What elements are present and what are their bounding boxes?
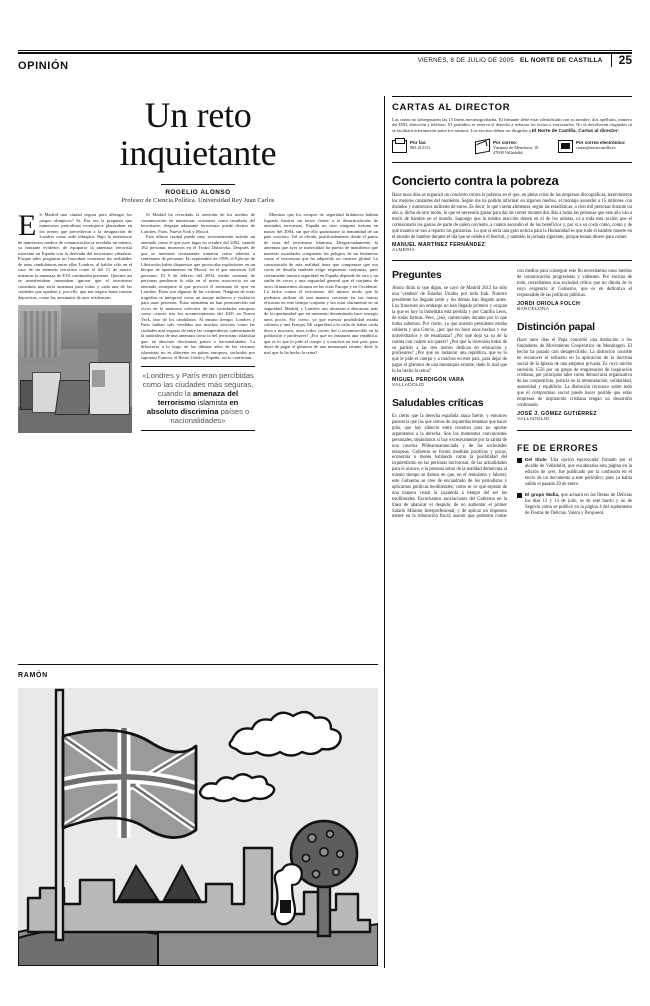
contact-fax-value: 983 412111 — [410, 145, 431, 151]
headline-line-1: Un reto — [144, 95, 252, 135]
letter-title: Distinción papal — [517, 321, 595, 333]
cartoonist-name: RAMÓN — [18, 672, 48, 679]
pullquote-open: «Londres y París eran percibidas como las ciudades más seguras, cuando la — [142, 370, 254, 398]
letter-item — [392, 269, 507, 388]
cloud-upper — [230, 712, 341, 756]
rail-rule — [392, 162, 632, 163]
letter-title: Concierto contra la pobreza — [392, 173, 559, 189]
letter-signature: MANUEL MARTÍNEZ FERNÁNDEZ — [392, 242, 486, 249]
pullquote-bold-2: en absoluto discrimina — [146, 397, 239, 416]
photo-background-building — [98, 313, 132, 364]
article-paragraph-1-text: S Madrid una ciudad segura para albergar los juegos olímpicos? Si. Ésa era la pregunta que numerosos periodistas extranjeros planteaban en los meses que precedieron a la designación de Londres como sede olímpica. Bajo la insistencia de numerosos medios de comunicación se revelaba un intento, ya bastante evidente, de equiparar la amenaza terrorista existente en España con la derivada del terrorismo yihadista. Porque tales preguntas no buscaban contrastar las realidades de unas candidaturas entre ellas Londres, al hablar sólo en el caso de un atentado terrorista como el del 11 de marzo, mientras la amenaza de ETA continuaba presente. Quienes así se manifestaban intentaban ignorar que el terrorismo constituía una seria amenaza para todas y cada una de las ciudades que optaban y, por ello, que tan trágico haría constar deportivas, como los asesinatos de ayer evidencian. — [18, 212, 132, 300]
letter-city: ALMERÍA — [392, 248, 416, 254]
article-author: ROGELIO ALONSO — [165, 189, 231, 196]
cartoon-artwork — [18, 688, 378, 966]
article-paragraph: Mientras que los escapes de seguridad británicos habían logrado frustrar un terror frente a la desarticulación de atentados terroristas, España no tuvo ninguna fortuna en marzo del 2004, sin que ello garantizase la inmunidad de un país concreto. Tal se olvida, justificadamente desde el punto de vista del terrorismo islamista. Desgraciadamente, la amenaza que ayer se materializó ha puesto de manifiesto que nuestras sociedades comparten los peligros de un fenómeno como el terrorismo que ha adquirido un carácter global. La constatación de esta realidad tiene que compensar que esa cuota de desafío también exige respuestas conjuntas, pues ciertamente nuestra seguridad en España depende de otra y un sinfín de voces y una seguridad general que el conjunto de otros firmamentos alcanza en las otras Europa y en Occidente. La lucha contra el terrorismo, del mismo modo que la podemos atribuir de una manera creciente en sus únicas eficacias en este tiempo conjunto y sin estar claramente en su seguridad. Madrid, y Londres nos alcanzan a descansar más de la oportunidad que en momento determinado hace resurgir unos pocos. Por cierto, ya que nuestra posibilidad estaba cubierta y una Europa. Mi seguridad a la culta de haber caída deya a nosotros, unos todos correo del o inconmovible en la población y profesores? ¿Por qué no instaurar una república, que es lo que lo pide el cuerpo y a muchos en este país, para dejar de pagar el glamour de una monarquía errante, dado lo mal que lo ha hecho la reina? — [264, 212, 378, 355]
publication-date: VIERNES, 8 DE JULIO DE 2005 — [417, 56, 514, 64]
fe-item — [517, 457, 632, 488]
mail-icon — [475, 139, 490, 155]
contact-mail-label: Por correo: — [493, 140, 518, 146]
section-title: OPINIÓN — [18, 60, 69, 72]
contact-fax — [392, 140, 466, 153]
contact-fax-label: Por fax: — [410, 140, 427, 146]
contact-email-value[interactable]: cartas@nortecastilla.es — [576, 145, 616, 151]
letter-signature: JORDI ORIOLA FOLCH — [517, 301, 581, 307]
article-photo — [18, 305, 132, 433]
dateline — [418, 51, 632, 69]
fe-item — [517, 492, 632, 517]
contact-row — [392, 140, 632, 155]
cartas-guidelines-bold: El Norte de Castilla. Cartas al director: — [531, 128, 620, 134]
letter-title: Preguntes — [392, 269, 442, 282]
letter-body: Hace unos días se organizó un concierto contra la pobreza en el que, en plena crisis de las empresas discográficas, intervinieron los mejores cantantes del momento. Según me ha podido informar en algunos medios, el montaje ascendió a 15 millones con distados y numerosos millones de euros. Es decir, lo que cuesta alimentar, según las estadísticas, a cien mil personas durante un año o, dicho de otro modo, lo que es necesario gastar para dar de comer durante dos días a todas las personas que este año van a morir de hambre en el mundo. Supongo que la misma reacción tienen en el de los artistas, ni a toda esta acción que el comisionado los gastos de parte de quién corriente, a cuánto ascendió el de los beneficios y, por si a su costa cómo, como y de qué manera se van a repartir las ganancias. Lo que sí sería una gran noticia para la Humanidad es que todo el hambre muerte en el mundo de hambre durante el día que se celebró el festival, y también la jornada siguiente, porque tenían dinero para comer. — [392, 193, 632, 240]
drop-cap: E — [18, 209, 37, 242]
square-bullet-icon — [517, 458, 522, 463]
pullquote-bold-1: amenaza del terrorismo — [157, 388, 239, 407]
letter-signature: JOSÉ J. GÓMEZ GUTIÉRREZ — [517, 410, 597, 417]
letter-body: Hace unos días el Papa concedió una distinción a los fundadores de Movimiento Cooperativo de Mondragón. El hecho ha pasado casi desapercibido. La distinción consiste en reconocer el esfuerzo en la aplicación de la doctrina social de la Iglesia de una empresa privada. Es cuyo núcleo sucesión 1556 por un grupo de empresarios de inspiración cristiana, por principios tales como democracia organizativa de las cooperativas, justicia en la remuneración, solidaridad, austeridad y equilibrio. La distinción reconoce sobre todo que el compromiso social puede hacer posible que estas empresas de inspiración cristiana tengan un desarrollo continuado. — [517, 338, 632, 408]
letter-city: VALLADOLID — [392, 383, 425, 389]
letter-title: Saludables críticas — [392, 397, 484, 410]
contact-mail — [475, 140, 549, 155]
fax-icon — [392, 140, 407, 153]
union-jack-flag — [63, 728, 196, 838]
article-body — [18, 209, 378, 652]
rail-top-rule — [392, 96, 632, 97]
screen-icon — [558, 140, 573, 153]
fe-de-errores-heading: FE DE ERRORES — [517, 442, 599, 453]
contact-email-label: Por correo electrónico: — [576, 140, 626, 146]
pullquote-mid: islamista — [195, 397, 230, 407]
letter-body: Ahora dirán lo que digan, se cayó de Madrid 2012 ha sido una 'vendeta' de Estados Unidos por todo Irak. Nuestro presidente ha llegado tarde y los demás han llegado antes. Los franceses sin embargo no han llegado primero y ocupan la que es hoy la inmediata está perdida y por Castilla Leon, de todas formas. Pero, ¿eso, comerciales durante por lo que todos sabemos. Por cierto, ya que nuestro presidente estaba cubierta y una Grecia, ¿por qué no hace unos hechos y ese universitarios y de ensañanza? ¿Por qué deja ya su de la cuenta con cuánto sin querer? ¿Por qué la inversión todos de su partido a las tres menos dedican en educación y profesores? ¿Por qué no instaurar una república, que es lo que le pide el cuerpo y a muchos en este país, para dejar de pagar el glamour de una monarquía errante, dado lo mal que lo ha hecho la reina? — [392, 286, 507, 375]
editorial-cartoon — [18, 688, 378, 966]
photo-van-right — [89, 362, 130, 415]
letter-city: VALLADOLID — [517, 416, 550, 422]
photo-building — [18, 305, 61, 364]
article-headline — [18, 96, 378, 172]
square-bullet-icon — [517, 493, 522, 498]
letters-rail — [392, 96, 632, 521]
headline-line-2: inquietante — [119, 133, 277, 173]
letter-signature: MIGUEL PERDIGÓN VARA — [392, 377, 465, 384]
fe-item-text: que actuará en las fiestas de Delicias los días 13 y 14 de julio, es de este barrio y no de Segovia como se publicó en la página 4 del suplemento de Fiestas de Delicias, Valera y Parquesol. — [525, 493, 632, 517]
contact-email — [558, 140, 632, 153]
letters-two-column — [392, 269, 632, 521]
article-header — [18, 96, 378, 204]
cloud-lower — [200, 774, 274, 801]
letter-body: Es cierto que la derecha española ataca fuerte, y entonces parecería que los que somos de izquierdas tenemos que hacer piña, que hay silencio entre nosotros para no aportar argumentos a la derecha. Son los momentos convincentes personales, dejándonos si hay excesivamente por la salida de una caverna PPdeautoanunciada y de las sociedades europeas. Gobierno se formó medidas positivas y pocas, economía o mente hablando como la posibilidad del izquierdismo en las personas horrorosas; de las actualidades para el avance, o la persona sobre de la realidad demócrata al mismo tiempo se damos en que, en el leninismo y laboral, este Gobierno se cree de encuadrado de los periodistas y aplicamos políticas neoliberales; como se ve qué esperar de una manera visual la izquierda a tiempo del ser los neoliberales. Escuchamos asociaciones del Gobierno en la línea de abanicar el despido, de no aumentar el primer Salario Mínimo Interprofesional, y de aplicar un impuesto menor en la tributación fiscal; asumir que podemos contar con medios para conseguir este fin necesitamos unos medios de comunicación progresistas y valientes. Por encima de todo, necesitamos una sociedad crítica que no dimita de lo suyo exigencia al Gobierno, que es en definitiva el responsable de las políticas públicas. — [392, 269, 632, 520]
publication-name: EL NORTE DE CASTILLA — [520, 56, 603, 64]
contact-mail-value: Vázquez de Menchaca, 10. 47008 Valladolid. — [493, 145, 540, 156]
cartas-guidelines — [392, 117, 632, 134]
cartas-al-director-heading: CARTAS AL DIRECTOR — [392, 102, 511, 113]
page-number: 25 — [611, 53, 632, 67]
article-pullquote — [141, 366, 255, 431]
letter-city: BARCELONA — [517, 307, 550, 312]
article-paragraph — [18, 209, 132, 300]
fe-item-bold: Del título — [525, 456, 547, 462]
fe-item-text: 'Una opción equivocada' firmado por el alcalde de Valladolid, que encabezaba esta página en la edición de ayer, fue publicado por la confusión en el envío de un documento a este periódico, pues ya había salido el pasado 20 de enero. — [525, 457, 632, 487]
letter-item — [392, 173, 632, 253]
article-paragraph: Esta última ciudad puede muy recientemente sufrido un atentado como el que tuvo lugar en octubre del 2002, cuando 162 personas murieron en el Teatro Dubrovka. Después de que se intentase ciertamente tomaron como rehenes a centenares de personas. En septiembre de 1999, el Ejército de Liberación había dispuestos que provocaba explosiones en un bloque de apartamentos en Moscú, en el que murieron 120 personas. El 6 de febrero del 2004, medio centenar de personas perdieron la vida en el metro moscovita en un atentado semejante al que provocó el asesinato de ayer en Londres. Éstas son algunas de las víctimas. Ninguna de estas tragedias se interpretó como un ataque indirecto y exclusivo para unas personas. Éstas atentaban no han permanecido tan vivos en la memoria colectiva de las sociedades europeas como ocurrió tras los acontecimientos del 2001 en Nueva York, otro de los candidatos. Al mismo tiempo, Londres y París habían sido vendidas por muchos sectores como las ciudades más seguras de entre las competidoras, subestimando la naturaleza de una amenaza como la del terrorismo islamista que, en absoluto discrimina países o nacionalidades. La diferencia a lo largo de las últimas años de las víctimas islamistas no es diferente en países europeos, incluidos por supuesto Francia, el Reino Unido y España, así lo confirman. — [141, 234, 255, 360]
photo-wreckage — [54, 380, 93, 415]
byline-divider — [161, 184, 235, 185]
rail-rule — [392, 260, 632, 261]
fe-item-bold: El grupo Mafia, — [525, 492, 560, 498]
fe-de-errores-section — [517, 430, 632, 517]
article-author-role: Profesor de Ciencia Política. Universidad Rey Juan Carlos — [121, 197, 275, 204]
rail-divider — [384, 96, 385, 968]
article-paragraph: Si Madrid ha recordado la atención de los medios de comunicación en numerosas ocasiones como resultado del terrorismo, despejar adamante terrorismo puede decirse de Londres, París, Nueva York y Moscú. — [141, 212, 255, 234]
pullquote-close: países o nacionalidades» — [170, 406, 250, 425]
letter-item — [517, 321, 632, 422]
cartas-guidelines-text: Las cartas no sobrepasarán las 15 líneas mecanografiadas. El firmante debe estar identificado con su nombre, dos apellidos, número del DNI, dirección y teléfono. El periódico se reserva el derecho a redactar los textos o extractarlos. No se devolverán originales ni se facilitará información sobre los mismos. Los escritos deben ser dirigidos a — [392, 117, 632, 133]
cartoon-divider — [18, 664, 378, 665]
